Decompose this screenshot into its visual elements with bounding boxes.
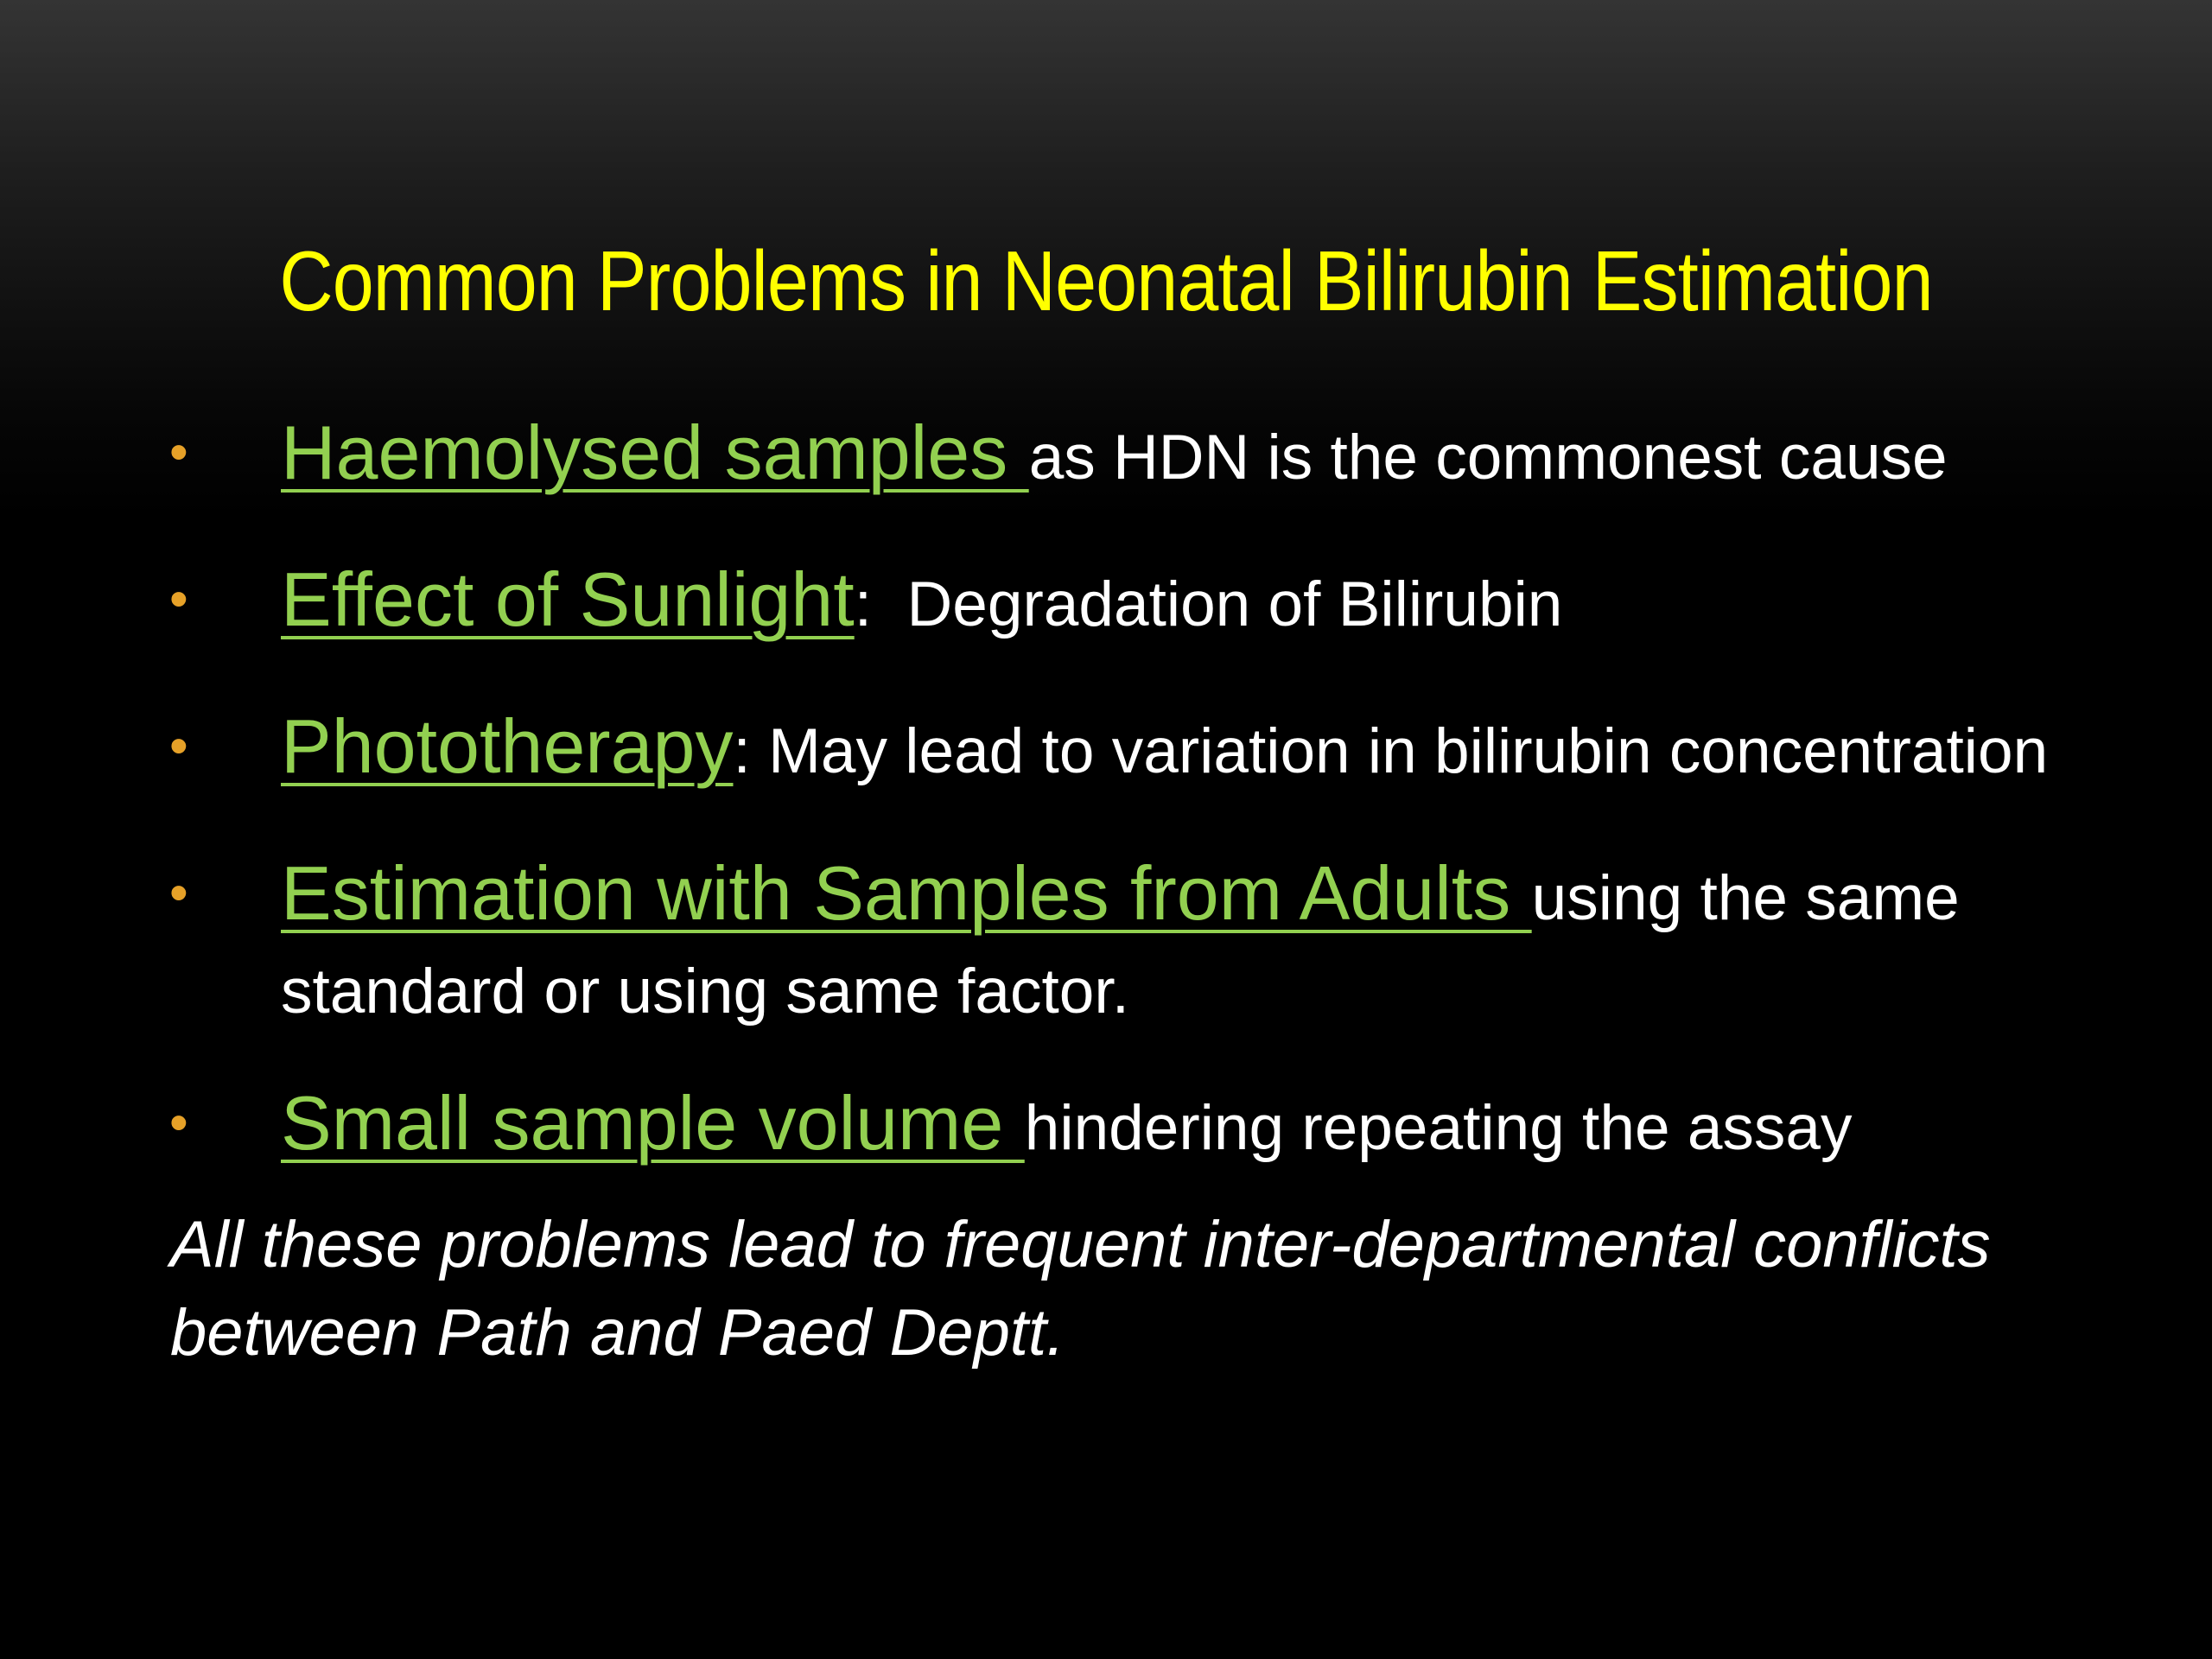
bullet-item-haemolysed-samples: [164, 406, 2065, 505]
slide-title: Common Problems in Neonatal Bilirubin Estimation: [279, 233, 1933, 328]
bullet-item-estimation-with-adult-samples: [164, 847, 2065, 1039]
bullet-icon: •: [169, 863, 188, 923]
bullet-detail-continued: standard or using same factor.: [281, 957, 1129, 1027]
bullet-detail: : May lead to variation in bilirubin concentration: [733, 716, 2049, 786]
bullet-lead: Haemolysed samples: [281, 410, 1029, 495]
bullet-detail: hindering repeating the assay: [1024, 1093, 1853, 1163]
conclusion-line-2: between Path and Paed Deptt.: [170, 1296, 1065, 1370]
bullet-icon: •: [169, 716, 188, 776]
bullet-lead: Estimation with Samples from Adults: [281, 850, 1532, 936]
conclusion-text: [170, 1201, 2114, 1377]
bullet-lead: Effect of Sunlight: [281, 556, 855, 642]
bullet-item-small-sample-volume: [164, 1077, 2065, 1175]
bullet-item-effect-of-sunlight: [164, 553, 2065, 652]
bullet-detail: as HDN is the commonest cause: [1028, 423, 1948, 493]
bullet-lead: Phototherapy: [281, 703, 734, 789]
bullet-icon: •: [169, 569, 188, 629]
bullet-list: [164, 406, 2065, 1224]
bullet-item-phototherapy: [164, 700, 2065, 798]
conclusion-line-1: All these problems lead to frequent inter-departmental conflicts: [170, 1208, 1991, 1281]
bullet-lead: Small sample volume: [281, 1080, 1025, 1166]
bullet-detail: using the same: [1531, 863, 1960, 933]
bullet-detail: : Degradation of Bilirubin: [854, 569, 1563, 639]
bullet-icon: •: [169, 423, 188, 482]
bullet-icon: •: [169, 1093, 188, 1153]
